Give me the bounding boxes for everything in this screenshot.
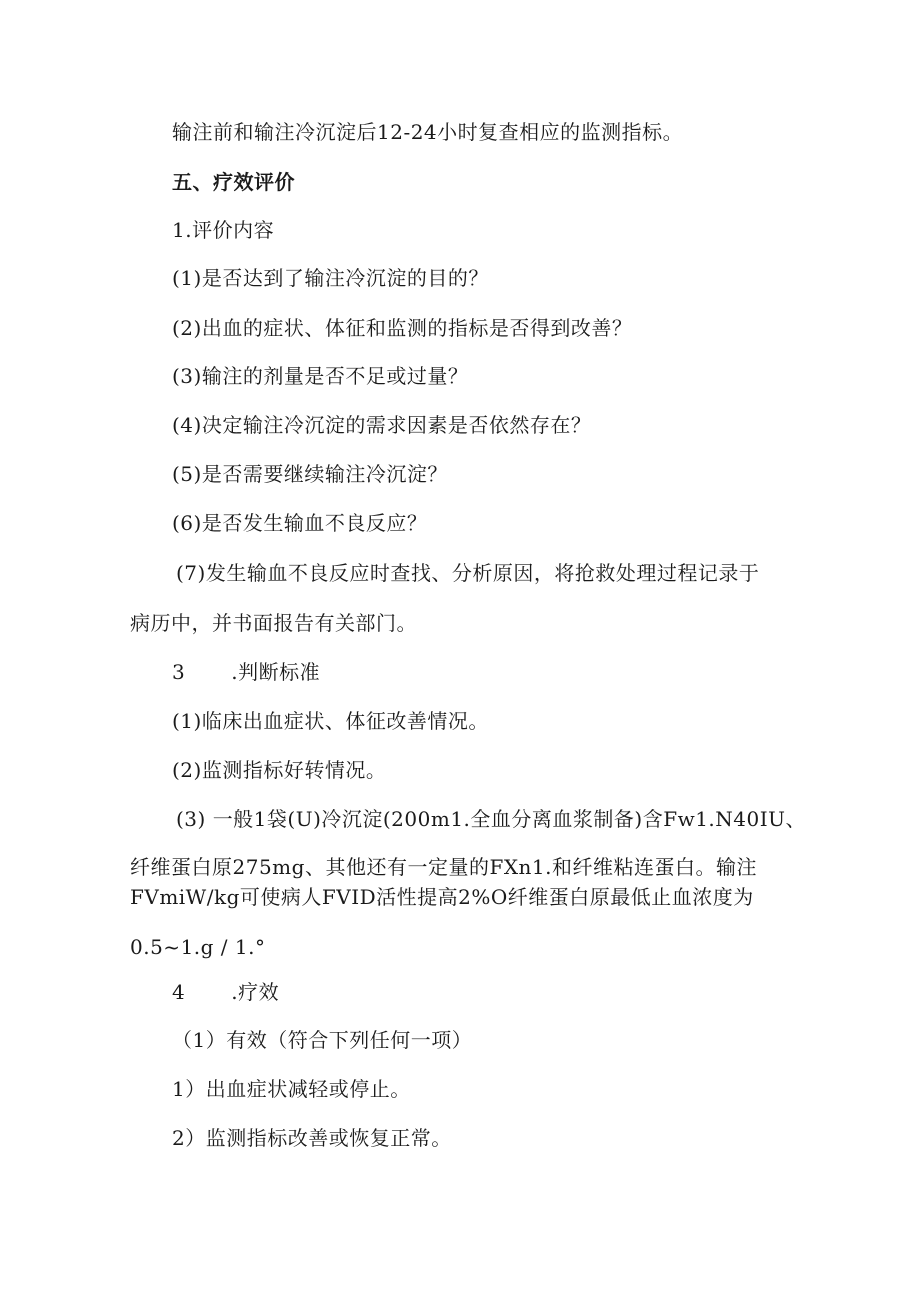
eval-item-2: (2)出血的症状、体征和监测的指标是否得到改善？ <box>172 316 633 340</box>
eval-item-5: (5)是否需要继续输注冷沉淀？ <box>172 462 448 486</box>
efficacy-title: .疗效 <box>231 980 280 1004</box>
criteria-heading <box>172 658 320 686</box>
criteria-item-2: (2)监测指标好转情况。 <box>172 758 387 782</box>
criteria-item-3-line-3: FVmiW/kg可使病人FVID活性提高2%O纤维蛋白原最低止血浓度为 <box>130 885 754 909</box>
criteria-title: .判断标准 <box>231 660 321 684</box>
eval-item-6: (6)是否发生输血不良反应？ <box>172 511 428 535</box>
efficacy-item-1: （1）有效（符合下列任何一项） <box>172 1028 473 1052</box>
intro-line: 输注前和输注冷沉淀后12-24小时复查相应的监测指标。 <box>172 120 684 144</box>
eval-item-3: (3)输注的剂量是否不足或过量？ <box>172 364 469 388</box>
criteria-number: 3 <box>172 660 186 684</box>
efficacy-item-2: 1）出血症状减轻或停止。 <box>172 1077 411 1101</box>
eval-content-title: 1.评价内容 <box>172 218 275 242</box>
criteria-item-1: (1)临床出血症状、体征改善情况。 <box>172 709 489 733</box>
eval-item-1: (1)是否达到了输注冷沉淀的目的？ <box>172 266 489 290</box>
criteria-item-3-line-4: 0.5~1.g / 1.° <box>130 935 266 959</box>
efficacy-item-3: 2）监测指标改善或恢复正常。 <box>172 1126 452 1150</box>
efficacy-heading <box>172 978 279 1006</box>
section-five-title: 五、疗效评价 <box>172 170 295 194</box>
eval-item-4: (4)决定输注冷沉淀的需求因素是否依然存在？ <box>172 413 592 437</box>
criteria-item-3-line-2: 纤维蛋白原275mg、其他还有一定量的FXn1.和纤维粘连蛋白。输注 <box>130 855 758 879</box>
eval-item-7: (7)发生输血不良反应时查找、分析原因，将抢救处理过程记录于 <box>176 561 760 585</box>
efficacy-number: 4 <box>172 980 186 1004</box>
criteria-item-3: (3) 一般1袋(U)冷沉淀(200m1.全血分离血浆制备)含Fw1.N40IU、 <box>176 807 806 831</box>
eval-item-7-continuation: 病历中，并书面报告有关部门。 <box>130 611 417 635</box>
